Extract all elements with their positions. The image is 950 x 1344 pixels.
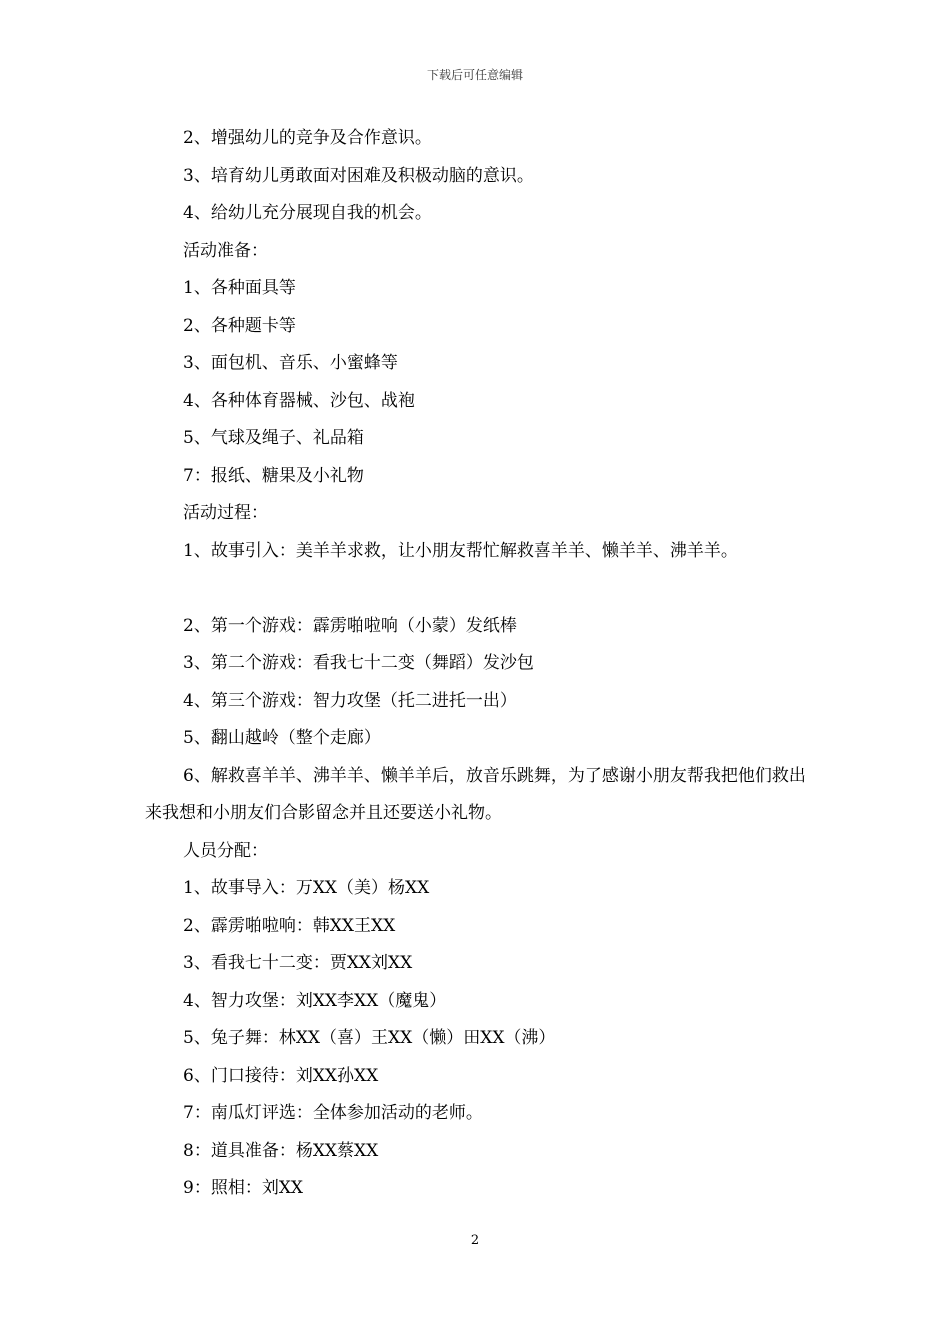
section-heading: 人员分配：	[183, 840, 268, 861]
paragraph: 3、看我七十二变：贾XX刘XX	[183, 953, 413, 973]
paragraph: 6、门口接待：刘XX孙XX	[183, 1065, 379, 1086]
paragraph: 4、智力攻堡：刘XX李XX（魔鬼）	[183, 990, 447, 1011]
paragraph: 7：报纸、糖果及小礼物	[183, 465, 364, 486]
paragraph: 1、故事引入：美羊羊求救，让小朋友帮忙解救喜羊羊、懒羊羊、沸羊羊。	[183, 540, 738, 561]
paragraph: 7：南瓜灯评选：全体参加活动的老师。	[183, 1103, 483, 1123]
paragraph: 2、第一个游戏：霹雳啪啦响（小蒙）发纸棒	[183, 615, 517, 636]
paragraph: 2、霹雳啪啦响：韩XX王XX	[183, 915, 396, 936]
paragraph: 1、各种面具等	[183, 278, 296, 298]
paragraph: 5、气球及绳子、礼品箱	[183, 428, 364, 448]
paragraph: 4、给幼儿充分展现自我的机会。	[183, 203, 432, 223]
paragraph: 5、翻山越岭（整个走廊）	[183, 728, 381, 748]
document-body	[145, 120, 810, 1208]
paragraph: 1、故事导入：万XX（美）杨XX	[183, 878, 430, 898]
paragraph: 5、兔子舞：林XX（喜）王XX（懒）田XX（沸）	[183, 1028, 556, 1048]
paragraph: 3、面包机、音乐、小蜜蜂等	[183, 353, 398, 373]
page-number: 2	[470, 1233, 480, 1248]
blank-line	[145, 570, 810, 608]
section-heading: 活动过程：	[183, 503, 268, 523]
section-heading: 活动准备：	[183, 240, 268, 261]
paragraph: 4、各种体育器械、沙包、战袍	[183, 390, 415, 411]
paragraph: 8：道具准备：杨XX蔡XX	[183, 1140, 379, 1161]
paragraph: 4、第三个游戏：智力攻堡（托二进托一出）	[183, 690, 517, 711]
paragraph: 9：照相：刘XX	[183, 1178, 304, 1198]
paragraph: 3、第二个游戏：看我七十二变（舞蹈）发沙包	[183, 653, 534, 673]
paragraph: 2、增强幼儿的竞争及合作意识。	[183, 128, 432, 148]
paragraph: 2、各种题卡等	[183, 315, 296, 336]
page-header: 下载后可任意编辑	[426, 68, 523, 82]
paragraph: 3、培育幼儿勇敢面对困难及积极动脑的意识。	[183, 165, 534, 186]
paragraph: 6、解救喜羊羊、沸羊羊、懒羊羊后，放音乐跳舞，为了感谢小朋友帮我把他们救出来我想和小朋友们合影留念并且还要送小礼物。	[145, 765, 806, 823]
